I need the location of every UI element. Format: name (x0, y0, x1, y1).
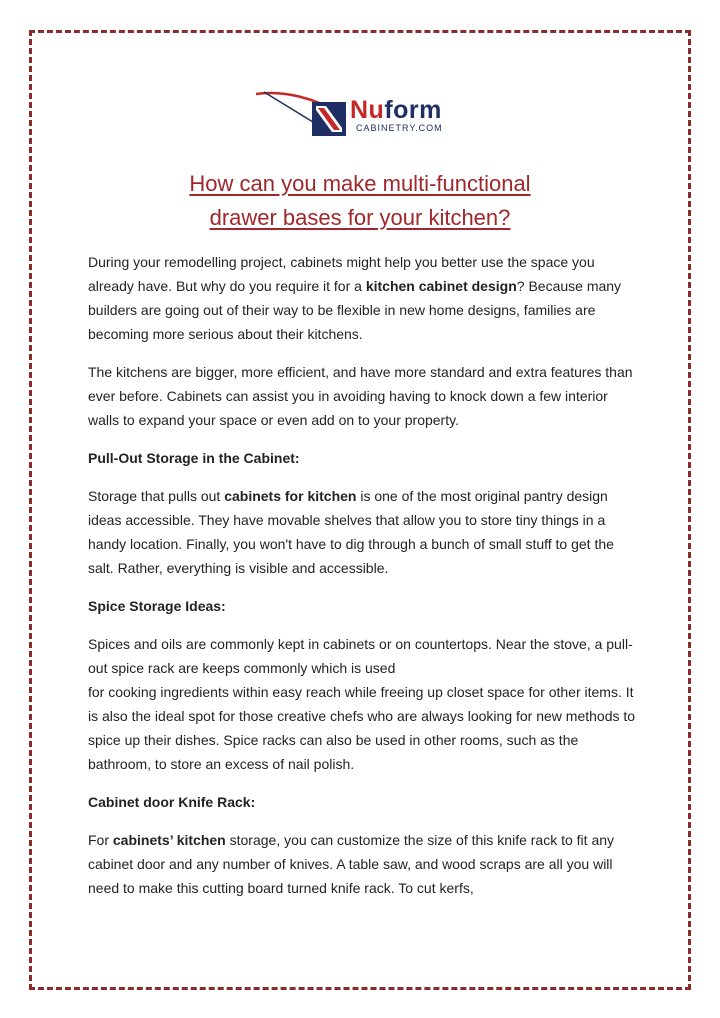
paragraph: For cabinets’ kitchen storage, you can customize the size of this knife rack to fit any cabinet door and any number of knives. A table saw, and wood scraps are all you will need to make this cutting board turned knife rack. To cut kerfs, (88, 832, 615, 896)
paragraph: Spices and oils are commonly kept in cabinets or on countertops. Near the stove, a pull-out spice rack are keeps commonly which is used for cooking ingredients within easy reach while freeing up closet space for other items. It is also the ideal spot for those creative chefs who are always looking for new methods to spice up their dishes. Spice racks can also be used in other rooms, such as the bathroom, to store an excess of nail polish. (88, 636, 636, 772)
page-title: How can you make multi-functional drawer bases for your kitchen? (189, 171, 531, 230)
bold-keyword: kitchen cabinet design (365, 278, 517, 294)
paragraph: Storage that pulls out cabinets for kitchen is one of the most original pantry design ideas accessible. They have movable shelves that allow you to store tiny things in a handy location. Finally, you won't have to dig through a bunch of small stuff to get the salt. Rather, everything is visible and accessible. (88, 488, 614, 576)
paragraph: The kitchens are bigger, more efficient, and have more standard and extra features than ever before. Cabinets can assist you in avoiding having to knock down a few interior walls to expand your space or even add on to your property. (88, 364, 633, 428)
logo-mark-icon (254, 88, 350, 144)
logo-wordmark: Nuform (350, 96, 442, 124)
section-heading: Spice Storage Ideas: (88, 598, 226, 614)
bold-keyword: cabinets for kitchen (224, 488, 357, 504)
section-heading: Cabinet door Knife Rack: (88, 794, 256, 810)
logo-subtitle: CABINETRY.COM (356, 123, 443, 133)
section-heading: Pull-Out Storage in the Cabinet: (88, 450, 300, 466)
paragraph: During your remodelling project, cabinets might help you better use the space you already have. But why do you require it for a kitchen cabinet design? Because many builders are going out of their way to be flexible in new home designs, families are becoming more serious about their kitchens. (88, 254, 622, 342)
nuform-logo (254, 88, 474, 144)
bold-keyword: cabinets’ kitchen (112, 832, 226, 848)
article-body (88, 250, 636, 914)
